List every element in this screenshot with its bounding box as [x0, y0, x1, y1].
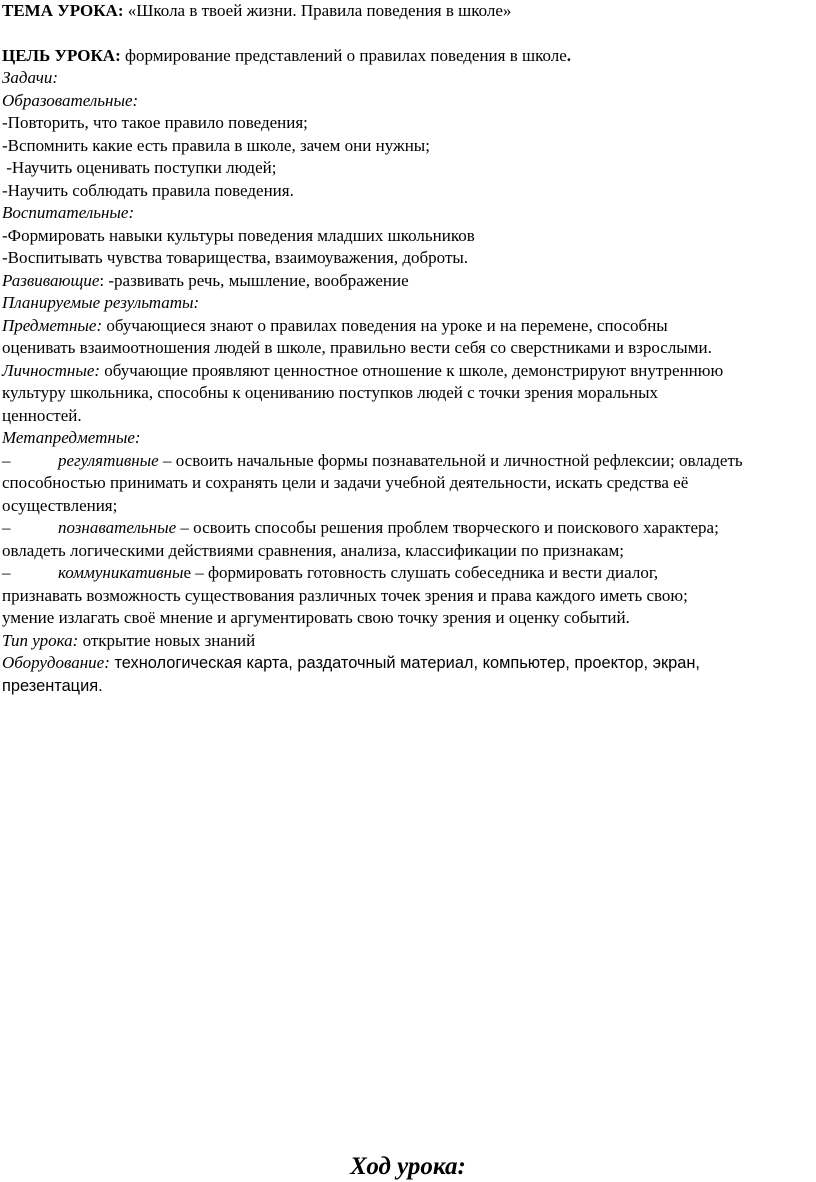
- educational-item: -Вспомнить какие есть правила в школе, зачем они нужны;: [2, 135, 430, 155]
- communicative-results: [2, 562, 812, 585]
- personal-label: Личностные:: [2, 360, 101, 380]
- upbringing-item: -Формировать навыки культуры поведения младших школьников: [2, 225, 475, 245]
- regulative-label: регулятивные: [58, 450, 159, 470]
- educational-heading: Образовательные:: [2, 90, 139, 110]
- lesson-progress-heading: Ход урока:: [350, 1153, 466, 1180]
- developing-tasks: [2, 270, 812, 293]
- dash: –: [2, 518, 11, 537]
- developing-text: : -развивать речь, мышление, воображение: [99, 270, 409, 290]
- equipment-label: Оборудование:: [2, 653, 110, 672]
- equipment: [2, 652, 812, 675]
- regulative-results: [2, 450, 812, 473]
- lesson-type-label: Тип урока:: [2, 630, 79, 650]
- upbringing-item: -Воспитывать чувства товарищества, взаимоуважения, доброты.: [2, 248, 469, 267]
- dash: –: [2, 563, 11, 582]
- subject-label: Предметные:: [2, 315, 103, 335]
- communicative-label: коммуникативны: [58, 563, 184, 582]
- personal-results-cont: культуру школьника, способны к оцениванию поступков людей с точки зрения моральных: [2, 383, 659, 402]
- tasks-heading: Задачи:: [2, 68, 59, 87]
- subject-results: [2, 315, 812, 338]
- topic-label: ТЕМА УРОКА:: [2, 1, 124, 20]
- regulative-results-cont: способностью принимать и сохранять цели и задачи учебной деятельности, искать средства её: [2, 473, 689, 492]
- document-body: [2, 0, 812, 697]
- goal-end: .: [566, 45, 572, 65]
- cognitive-results: [2, 517, 812, 540]
- regulative-text: – освоить начальные формы познавательной и личностной рефлексии; овладеть: [158, 450, 743, 470]
- subject-results-cont: оценивать взаимоотношения людей в школе, правильно вести себя со сверстниками и взрослыми.: [2, 338, 712, 357]
- spacer: [2, 23, 812, 45]
- cognitive-text: – освоить способы решения проблем творческого и поискового характера;: [176, 518, 719, 537]
- lesson-type: [2, 630, 812, 653]
- cognitive-results-cont: овладеть логическими действиями сравнения, анализа, классификации по признакам;: [2, 540, 624, 560]
- regulative-results-cont: осуществления;: [2, 495, 118, 515]
- developing-label: Развивающие: [2, 270, 100, 290]
- metasubject-heading: Метапредметные:: [2, 428, 141, 447]
- educational-item: -Повторить, что такое правило поведения;: [2, 113, 308, 132]
- personal-results-cont: ценностей.: [2, 405, 82, 425]
- lesson-topic: [2, 0, 812, 23]
- lesson-goal: [2, 45, 812, 68]
- goal-text: формирование представлений о правилах поведения в школе: [120, 45, 567, 65]
- cognitive-label: познавательные: [58, 518, 177, 537]
- personal-text: обучающие проявляют ценностное отношение к школе, демонстрируют внутреннюю: [100, 360, 724, 380]
- educational-item: -Научить соблюдать правила поведения.: [2, 180, 294, 200]
- communicative-results-cont: признавать возможность существования различных точек зрения и права каждого иметь свою;: [2, 585, 688, 605]
- planned-results-heading: Планируемые результаты:: [2, 293, 200, 312]
- educational-item: -Научить оценивать поступки людей;: [2, 158, 277, 177]
- upbringing-heading: Воспитательные:: [2, 203, 135, 222]
- communicative-text: е – формировать готовность слушать собеседника и вести диалог,: [183, 563, 659, 582]
- personal-results: [2, 360, 812, 383]
- equipment-cont: презентация.: [2, 676, 103, 695]
- subject-text: обучающиеся знают о правилах поведения на уроке и на перемене, способны: [102, 315, 668, 335]
- goal-label: ЦЕЛЬ УРОКА:: [2, 45, 121, 65]
- communicative-results-cont: умение излагать своё мнение и аргументировать свою точку зрения и оценку событий.: [2, 608, 630, 627]
- topic-text: «Школа в твоей жизни. Правила поведения в школе»: [123, 1, 512, 20]
- equipment-text: технологическая карта, раздаточный материал, компьютер, проектор, экран,: [109, 654, 700, 672]
- lesson-type-text: открытие новых знаний: [78, 630, 256, 650]
- dash: –: [2, 450, 11, 470]
